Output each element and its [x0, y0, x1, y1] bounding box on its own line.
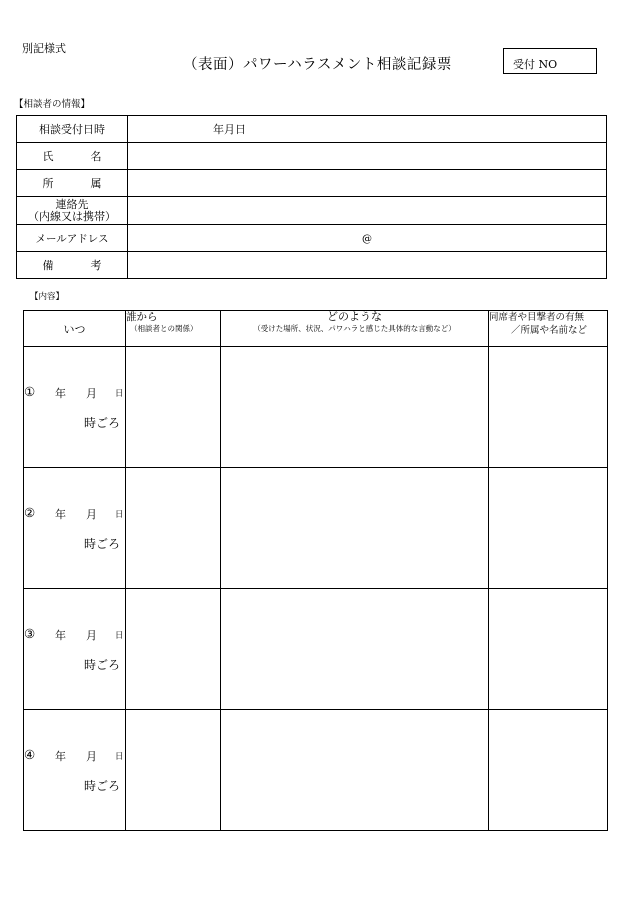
year-label: 年: [55, 387, 66, 400]
email-at-symbol: @: [362, 233, 372, 245]
day-label: 日: [115, 752, 124, 762]
field-label-email: メールアドレス: [17, 225, 128, 252]
receipt-number-box[interactable]: [503, 48, 597, 74]
table-header-row: [24, 311, 608, 347]
table-row: [17, 170, 607, 197]
table-row: [17, 252, 607, 279]
name-field[interactable]: [128, 143, 607, 170]
table-row: [24, 589, 608, 710]
witness-cell[interactable]: [489, 589, 608, 710]
table-row: [17, 225, 607, 252]
remarks-field[interactable]: [128, 252, 607, 279]
table-row: [24, 347, 608, 468]
time-label: 時ごろ: [84, 779, 121, 793]
when-cell[interactable]: [24, 347, 126, 468]
time-label: 時ごろ: [84, 537, 121, 551]
what-cell[interactable]: [221, 589, 489, 710]
affiliation-field[interactable]: [128, 170, 607, 197]
when-cell[interactable]: [24, 589, 126, 710]
field-label-contact: 連絡先 （内線又は携帯）: [17, 197, 128, 225]
who-cell[interactable]: [126, 468, 221, 589]
who-cell[interactable]: [126, 347, 221, 468]
day-label: 日: [115, 389, 124, 399]
when-cell[interactable]: [24, 710, 126, 831]
month-label: 月: [86, 750, 97, 763]
field-label-remarks: 備 考: [17, 252, 128, 279]
day-label: 日: [115, 631, 124, 641]
reception-datetime-value: 年月日: [213, 123, 246, 136]
year-label: 年: [55, 629, 66, 642]
who-cell[interactable]: [126, 710, 221, 831]
receipt-number-label: 受付 NO: [513, 58, 558, 71]
email-field[interactable]: [128, 225, 607, 252]
month-label: 月: [86, 387, 97, 400]
content-table: [23, 310, 608, 831]
who-cell[interactable]: [126, 589, 221, 710]
form-label: 別記様式: [22, 42, 66, 55]
time-label: 時ごろ: [84, 658, 121, 672]
content-heading: 【内容】: [30, 292, 65, 302]
time-label: 時ごろ: [84, 416, 121, 430]
year-label: 年: [55, 750, 66, 763]
page-title: （表面）パワーハラスメント相談記録票: [183, 57, 452, 73]
what-cell[interactable]: [221, 710, 489, 831]
column-header-who: 誰から （相談者との関係）: [126, 311, 221, 347]
witness-cell[interactable]: [489, 468, 608, 589]
entry-number: ③: [24, 626, 36, 641]
table-row: [17, 197, 607, 225]
column-header-witness: 同席者や目撃者の有無 ／所属や名前など: [489, 311, 608, 347]
year-label: 年: [55, 508, 66, 521]
column-header-when: いつ: [24, 311, 126, 347]
table-row: [24, 468, 608, 589]
column-header-what: どのような （受けた場所、状況、パワハラと感じた具体的な言動など）: [221, 311, 489, 347]
consultant-info-heading: 【相談者の情報】: [14, 99, 91, 110]
entry-number: ②: [24, 505, 36, 520]
reception-datetime-field[interactable]: [128, 116, 607, 143]
contact-field[interactable]: [128, 197, 607, 225]
field-label-reception-datetime: 相談受付日時: [17, 116, 128, 143]
entry-number: ①: [24, 384, 36, 399]
witness-cell[interactable]: [489, 347, 608, 468]
table-row: [24, 710, 608, 831]
witness-cell[interactable]: [489, 710, 608, 831]
month-label: 月: [86, 629, 97, 642]
table-row: [17, 143, 607, 170]
field-label-name: 氏 名: [17, 143, 128, 170]
what-cell[interactable]: [221, 347, 489, 468]
what-cell[interactable]: [221, 468, 489, 589]
consultant-info-table: [16, 115, 607, 279]
table-row: [17, 116, 607, 143]
field-label-affiliation: 所 属: [17, 170, 128, 197]
when-cell[interactable]: [24, 468, 126, 589]
entry-number: ④: [24, 747, 36, 762]
month-label: 月: [86, 508, 97, 521]
day-label: 日: [115, 510, 124, 520]
